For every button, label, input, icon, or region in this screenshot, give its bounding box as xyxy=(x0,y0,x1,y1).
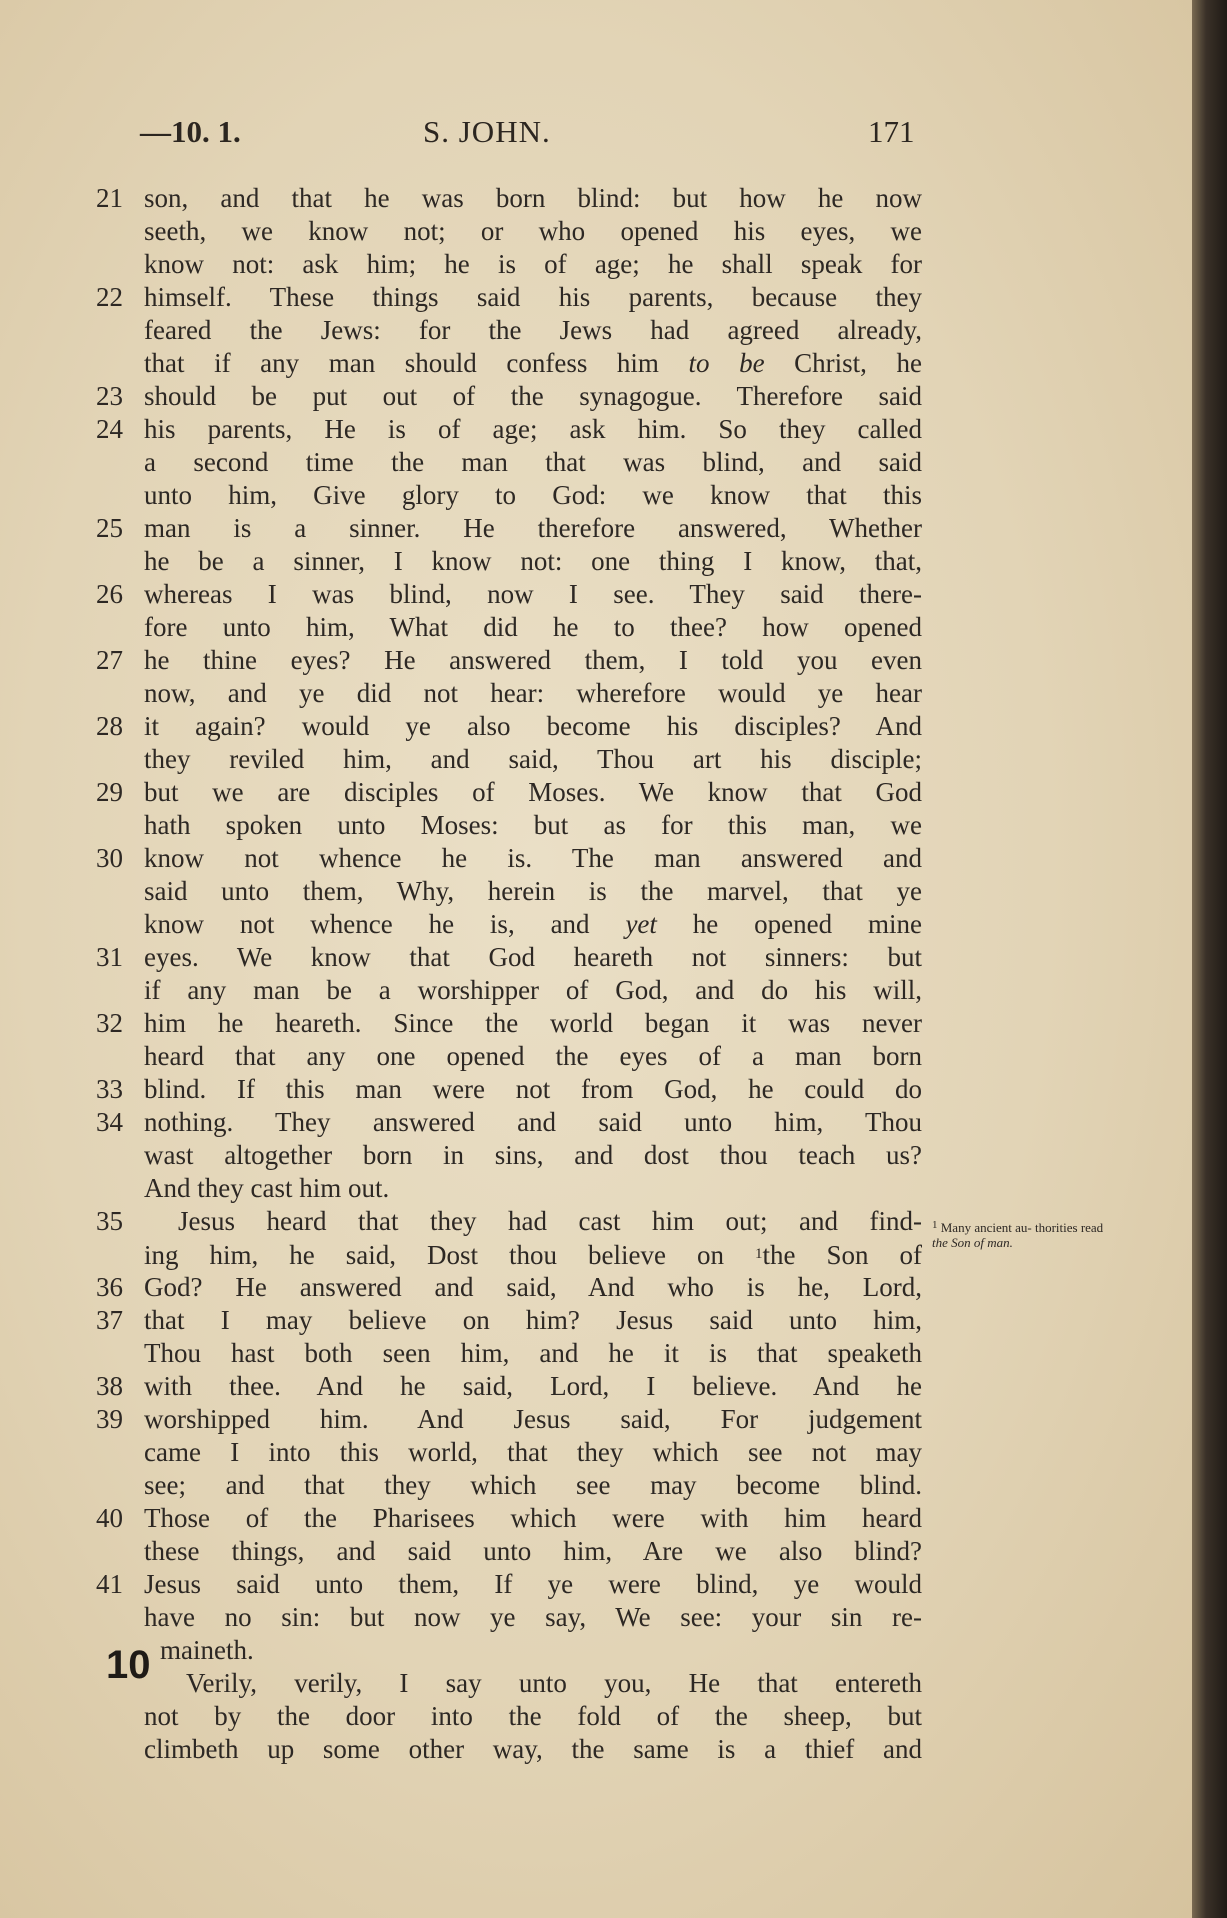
text-line: if any man be a worshipper of God, and do his will, xyxy=(144,975,922,1005)
verse-number: 25 xyxy=(96,513,123,543)
book-spine-edge xyxy=(1192,0,1227,1918)
verse-number: 39 xyxy=(96,1404,123,1434)
italic-run: to be xyxy=(688,348,765,378)
text-run: Christ, he xyxy=(764,348,923,378)
footnote-text: Many ancient au- thorities read xyxy=(940,1220,1104,1235)
text-line xyxy=(144,347,922,380)
text-line: now, and ye did not hear: wherefore would ye hear xyxy=(144,678,922,708)
text-line: but we are disciples of Moses. We know that God xyxy=(144,777,922,807)
verse-number: 29 xyxy=(96,777,123,807)
text-line: him he heareth. Since the world began it was never xyxy=(144,1008,922,1038)
text-line: Verily, verily, I say unto you, He that entereth xyxy=(186,1668,922,1698)
text-line: Jesus said unto them, If ye were blind, ye would xyxy=(144,1569,922,1599)
running-head-reference: —10. 1. xyxy=(140,114,241,149)
verse-number: 22 xyxy=(96,282,123,312)
footnote-ref: 1 xyxy=(754,1246,763,1262)
text-line: And they cast him out. xyxy=(144,1173,390,1203)
text-line: have no sin: but now ye say, We see: your sin re- xyxy=(144,1602,922,1632)
verse-number: 40 xyxy=(96,1503,123,1533)
footnote-italic: the Son of man. xyxy=(932,1235,1013,1250)
verse-number: 31 xyxy=(96,942,123,972)
running-head-title: S. JOHN. xyxy=(423,114,551,149)
text-line: maineth. xyxy=(160,1635,254,1665)
text-line: he be a sinner, I know not: one thing I know, that, xyxy=(144,546,922,576)
text-line: blind. If this man were not from God, he could do xyxy=(144,1074,922,1104)
text-line: fore unto him, What did he to thee? how opened xyxy=(144,612,922,642)
verse-number: 26 xyxy=(96,579,123,609)
text-line: it again? would ye also become his disciples? And xyxy=(144,711,922,741)
text-line: God? He answered and said, And who is he, Lord, xyxy=(144,1272,922,1302)
text-line: that I may believe on him? Jesus said unto him, xyxy=(144,1305,922,1335)
verse-number: 33 xyxy=(96,1074,123,1104)
verse-number: 41 xyxy=(96,1569,123,1599)
verse-number: 28 xyxy=(96,711,123,741)
text-line: man is a sinner. He therefore answered, Whether xyxy=(144,513,922,543)
text-line: wast altogether born in sins, and dost thou teach us? xyxy=(144,1140,922,1170)
text-line: came I into this world, that they which see not may xyxy=(144,1437,922,1467)
chapter-number: 10 xyxy=(106,1643,151,1687)
verse-number: 23 xyxy=(96,381,123,411)
text-line: should be put out of the synagogue. Therefore said xyxy=(144,381,922,411)
text-line: hath spoken unto Moses: but as for this man, we xyxy=(144,810,922,840)
text-run: ing him, he said, Dost thou believe on xyxy=(144,1240,755,1270)
text-line: heard that any one opened the eyes of a man born xyxy=(144,1041,922,1071)
verse-number: 37 xyxy=(96,1305,123,1335)
verse-number: 30 xyxy=(96,843,123,873)
verse-number: 24 xyxy=(96,414,123,444)
text-line: a second time the man that was blind, and said xyxy=(144,447,922,477)
text-run: he opened mine xyxy=(656,909,922,939)
text-line: nothing. They answered and said unto him, Thou xyxy=(144,1107,922,1137)
text-line: himself. These things said his parents, because they xyxy=(144,282,922,312)
text-line: he thine eyes? He answered them, I told you even xyxy=(144,645,922,675)
verse-number: 35 xyxy=(96,1206,123,1236)
text-line: with thee. And he said, Lord, I believe. And he xyxy=(144,1371,922,1401)
text-line: unto him, Give glory to God: we know that this xyxy=(144,480,922,510)
text-line: not by the door into the fold of the sheep, but xyxy=(144,1701,922,1731)
text-line: know not: ask him; he is of age; he shall speak for xyxy=(144,249,922,279)
text-line: his parents, He is of age; ask him. So they called xyxy=(144,414,922,444)
text-line: seeth, we know not; or who opened his eyes, we xyxy=(144,216,922,246)
verse-number: 27 xyxy=(96,645,123,675)
footnote-marker: 1 xyxy=(932,1219,938,1231)
verse-number: 32 xyxy=(96,1008,123,1038)
text-line: son, and that he was born blind: but how he now xyxy=(144,183,922,213)
italic-run: yet xyxy=(625,909,657,939)
text-line: eyes. We know that God heareth not sinners: but xyxy=(144,942,922,972)
text-line: know not whence he is. The man answered and xyxy=(144,843,922,873)
text-run: the Son of xyxy=(762,1240,922,1270)
verse-number: 34 xyxy=(96,1107,123,1137)
text-line: they reviled him, and said, Thou art his disciple; xyxy=(144,744,922,774)
text-line: these things, and said unto him, Are we also blind? xyxy=(144,1536,922,1566)
verse-number: 38 xyxy=(96,1371,123,1401)
verse-number: 21 xyxy=(96,183,123,213)
text-line: Jesus heard that they had cast him out; and find- xyxy=(178,1206,922,1236)
text-line: worshipped him. And Jesus said, For judgement xyxy=(144,1404,922,1434)
text-line: Those of the Pharisees which were with him heard xyxy=(144,1503,922,1533)
text-line: see; and that they which see may become blind. xyxy=(144,1470,922,1500)
text-run: know not whence he is, and xyxy=(144,909,626,939)
marginal-footnote xyxy=(932,1218,1122,1250)
text-line: said unto them, Why, herein is the marvel, that ye xyxy=(144,876,922,906)
text-line xyxy=(144,1238,922,1271)
text-line: feared the Jews: for the Jews had agreed already, xyxy=(144,315,922,345)
text-line: whereas I was blind, now I see. They said there- xyxy=(144,579,922,609)
verse-number: 36 xyxy=(96,1272,123,1302)
page-number: 171 xyxy=(868,114,915,149)
text-line: Thou hast both seen him, and he it is that speaketh xyxy=(144,1338,922,1368)
text-line xyxy=(144,908,922,941)
text-line: climbeth up some other way, the same is a thief and xyxy=(144,1734,922,1764)
text-run: that if any man should confess him xyxy=(144,348,689,378)
